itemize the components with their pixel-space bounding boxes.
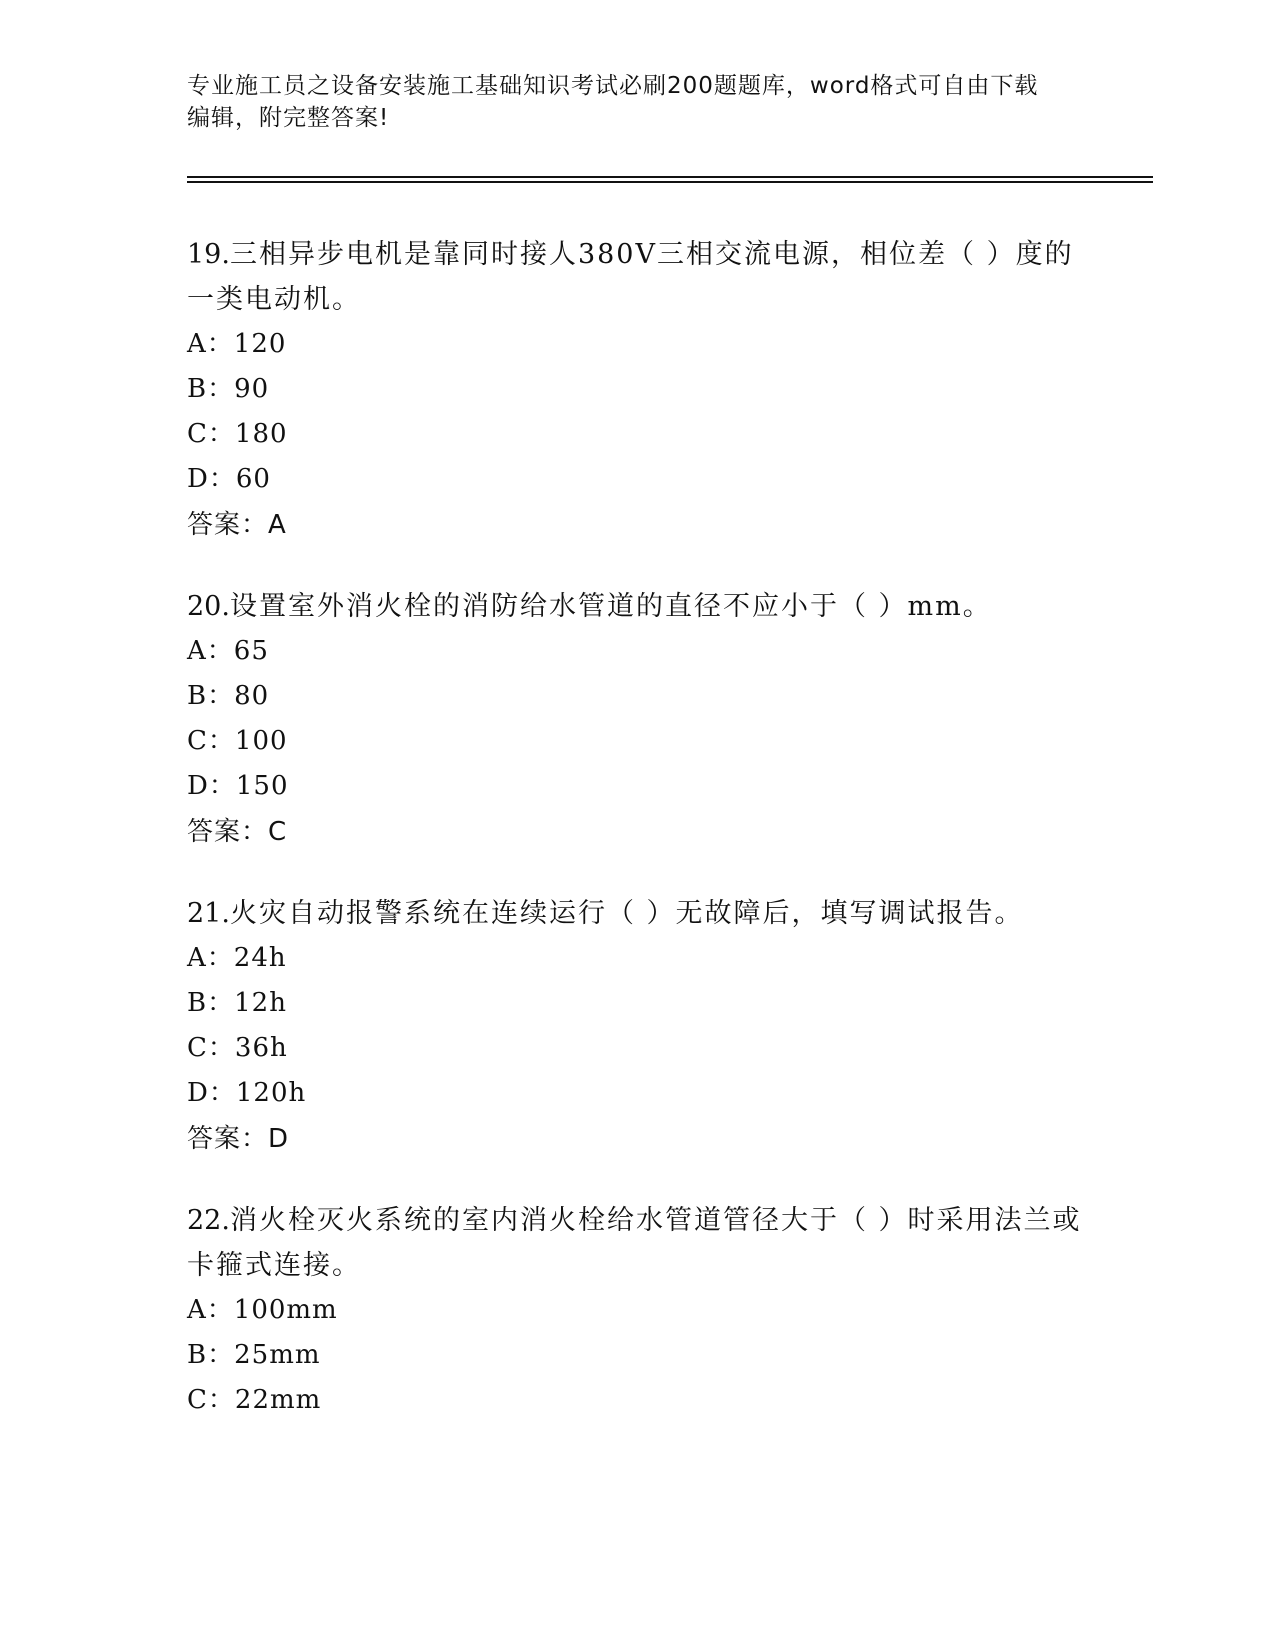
option-value: 24h (233, 943, 287, 973)
option-b (187, 1333, 1087, 1378)
question-text (187, 1198, 1087, 1288)
option-label: C： (187, 1385, 235, 1415)
question-body: 消火栓灭火系统的室内消火栓给水管道管径大于（ ）时采用法兰或卡箍式连接。 (187, 1205, 1082, 1281)
question-text (187, 891, 1087, 936)
option-value: 36h (234, 1033, 288, 1063)
option-label: C： (187, 419, 235, 449)
option-value: 100 (234, 726, 288, 756)
option-b (187, 674, 1087, 719)
option-a (187, 322, 1087, 367)
option-value: 120 (233, 329, 287, 359)
option-label: A： (187, 943, 234, 973)
option-value: 100mm (233, 1295, 338, 1325)
option-d (187, 457, 1087, 502)
question-body: 三相异步电机是靠同时接人380V三相交流电源，相位差（ ）度的一类电动机。 (187, 239, 1074, 315)
option-c (187, 719, 1087, 764)
answer-line: 答案：C (187, 817, 288, 847)
option-d (187, 764, 1087, 809)
option-value: 65 (233, 636, 269, 666)
question-text (187, 232, 1087, 322)
question-21 (187, 891, 1087, 1162)
option-value: 150 (235, 771, 289, 801)
option-label: B： (187, 988, 235, 1018)
question-number: 19. (187, 239, 230, 270)
option-label: D： (187, 1078, 236, 1108)
question-body: 火灾自动报警系统在连续运行（ ）无故障后，填写调试报告。 (229, 898, 1024, 929)
question-number: 21. (187, 898, 230, 929)
option-value: 120h (235, 1078, 307, 1108)
option-value: 80 (234, 681, 270, 711)
option-label: A： (187, 636, 234, 666)
option-label: D： (187, 771, 236, 801)
option-a (187, 936, 1087, 981)
question-22 (187, 1198, 1087, 1423)
option-label: A： (187, 329, 234, 359)
option-label: B： (187, 1340, 235, 1370)
question-number: 22. (187, 1205, 230, 1236)
option-a (187, 1288, 1087, 1333)
option-value: 22mm (234, 1385, 322, 1415)
option-c (187, 1378, 1087, 1423)
option-label: B： (187, 681, 235, 711)
question-20 (187, 584, 1087, 855)
question-list (187, 232, 1087, 1459)
option-a (187, 629, 1087, 674)
document-header (187, 70, 1087, 134)
question-19 (187, 232, 1087, 548)
option-label: C： (187, 1033, 235, 1063)
option-value: 90 (234, 374, 270, 404)
header-divider-top (187, 176, 1153, 178)
header-title-line-1: 专业施工员之设备安装施工基础知识考试必刷200题题库，word格式可自由下载 (187, 73, 1039, 99)
question-text (187, 584, 1087, 629)
option-value: 12h (234, 988, 287, 1018)
answer-line: 答案：D (187, 1124, 290, 1154)
question-number: 20. (187, 591, 230, 622)
option-value: 60 (235, 464, 271, 494)
header-title-line-2: 编辑，附完整答案! (187, 105, 390, 131)
answer-line: 答案：A (187, 510, 287, 540)
option-c (187, 412, 1087, 457)
header-divider-bottom (187, 181, 1153, 183)
option-label: C： (187, 726, 235, 756)
option-label: D： (187, 464, 236, 494)
option-label: B： (187, 374, 235, 404)
question-body: 设置室外消火栓的消防给水管道的直径不应小于（ ）mm。 (229, 591, 992, 622)
option-d (187, 1071, 1087, 1116)
option-value: 25mm (234, 1340, 321, 1370)
option-label: A： (187, 1295, 234, 1325)
option-value: 180 (234, 419, 288, 449)
option-b (187, 367, 1087, 412)
option-b (187, 981, 1087, 1026)
option-c (187, 1026, 1087, 1071)
